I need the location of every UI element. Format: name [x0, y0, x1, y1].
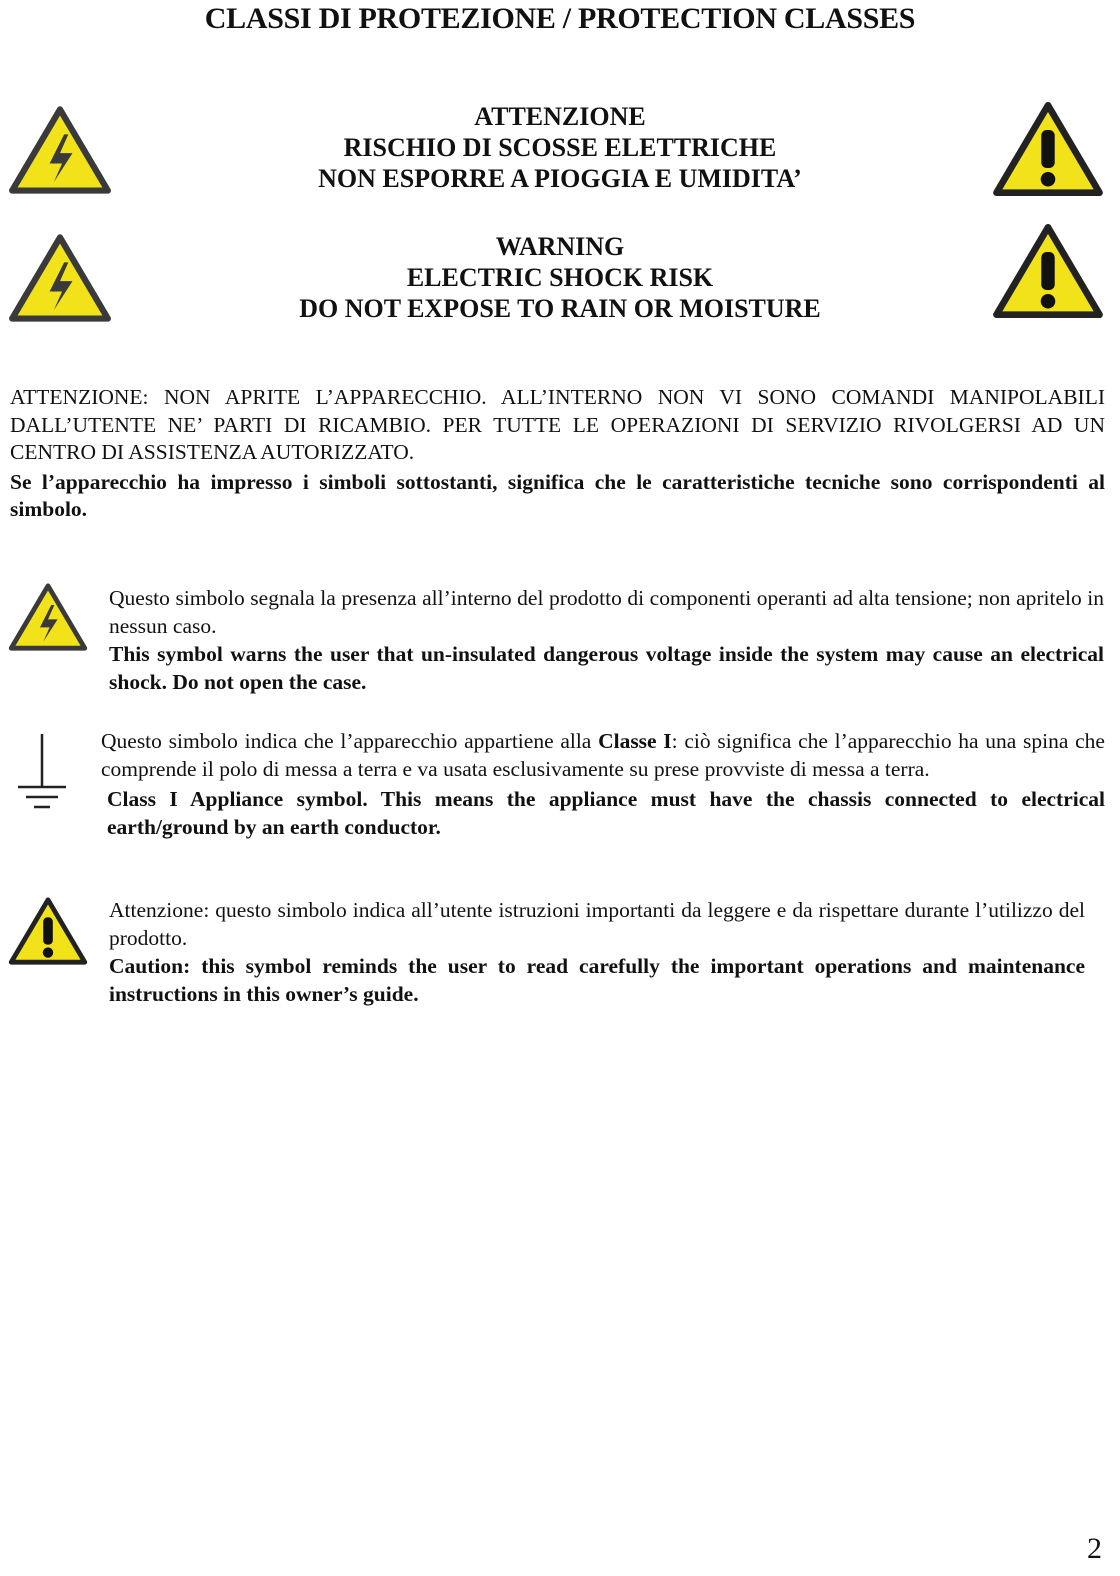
notice-paragraph [10, 384, 1105, 524]
symbol-description-caution [109, 896, 1085, 1008]
caution-icon [992, 100, 1104, 198]
notice-text: ATTENZIONE: NON APRITE L’APPARECCHIO. ALL’INTERNO NON VI SONO COMANDI MANIPOLABILI DALL’UTENTE NE’ PARTI DI RICAMBIO. PER TUTTE LE OPERAZIONI DI SERVIZIO RIVOLGERSI AD UN CENTRO DI ASSISTENZA AUTORIZZATO. [10, 385, 1105, 464]
page-title: CLASSI DI PROTEZIONE / PROTECTION CLASSES [204, 2, 916, 35]
notice-bold-text: Se l’apparecchio ha impresso i simboli sottostanti, significa che le caratteristiche tecniche sono corrispondenti al simbolo. [10, 469, 1105, 521]
page-number: 2 [1087, 1532, 1102, 1565]
symbol-caution-en: Caution: this symbol reminds the user to read carefully the important operations and maintenance instructions in this owner’s guide. [109, 954, 1085, 1006]
warning-en-line1: WARNING [495, 232, 625, 261]
warning-it-line2: RISCHIO DI SCOSSE ELETTRICHE [343, 133, 777, 162]
high-voltage-icon [8, 232, 112, 324]
caution-icon [992, 222, 1104, 320]
symbol-ground-it: Questo simbolo indica che l’apparecchio appartiene alla Classe I: ciò significa che l’apparecchio ha una spina che comprende il polo di messa a terra e va usata esclusivamente su prese provviste di messa a terra. [101, 729, 1105, 781]
high-voltage-icon [8, 582, 88, 652]
symbol-voltage-it: Questo simbolo segnala la presenza all’interno del prodotto di componenti operanti ad alta tensione; non apritelo in nessun caso. [109, 586, 1104, 638]
warning-it-line1: ATTENZIONE [474, 102, 646, 131]
symbol-ground-en: Class I Appliance symbol. This means the appliance must have the chassis connected to electrical earth/ground by an earth conductor. [107, 787, 1105, 839]
symbol-description-ground [101, 727, 1105, 841]
warning-en-line2: ELECTRIC SHOCK RISK [406, 263, 714, 292]
warning-english [160, 231, 960, 324]
warning-it-line3: NON ESPORRE A PIOGGIA E UMIDITA’ [318, 164, 802, 193]
caution-icon [8, 896, 88, 966]
high-voltage-icon [8, 104, 112, 196]
symbol-caution-it: Attenzione: questo simbolo indica all’utente istruzioni importanti da leggere e da rispettare durante l’utilizzo del prodotto. [109, 898, 1085, 950]
ground-icon [14, 732, 70, 812]
symbol-voltage-en: This symbol warns the user that un-insulated dangerous voltage inside the system may cause an electrical shock. Do not open the case. [109, 642, 1104, 694]
warning-italian [160, 101, 960, 194]
symbol-description-voltage [109, 584, 1104, 696]
warning-en-line3: DO NOT EXPOSE TO RAIN OR MOISTURE [299, 294, 821, 323]
